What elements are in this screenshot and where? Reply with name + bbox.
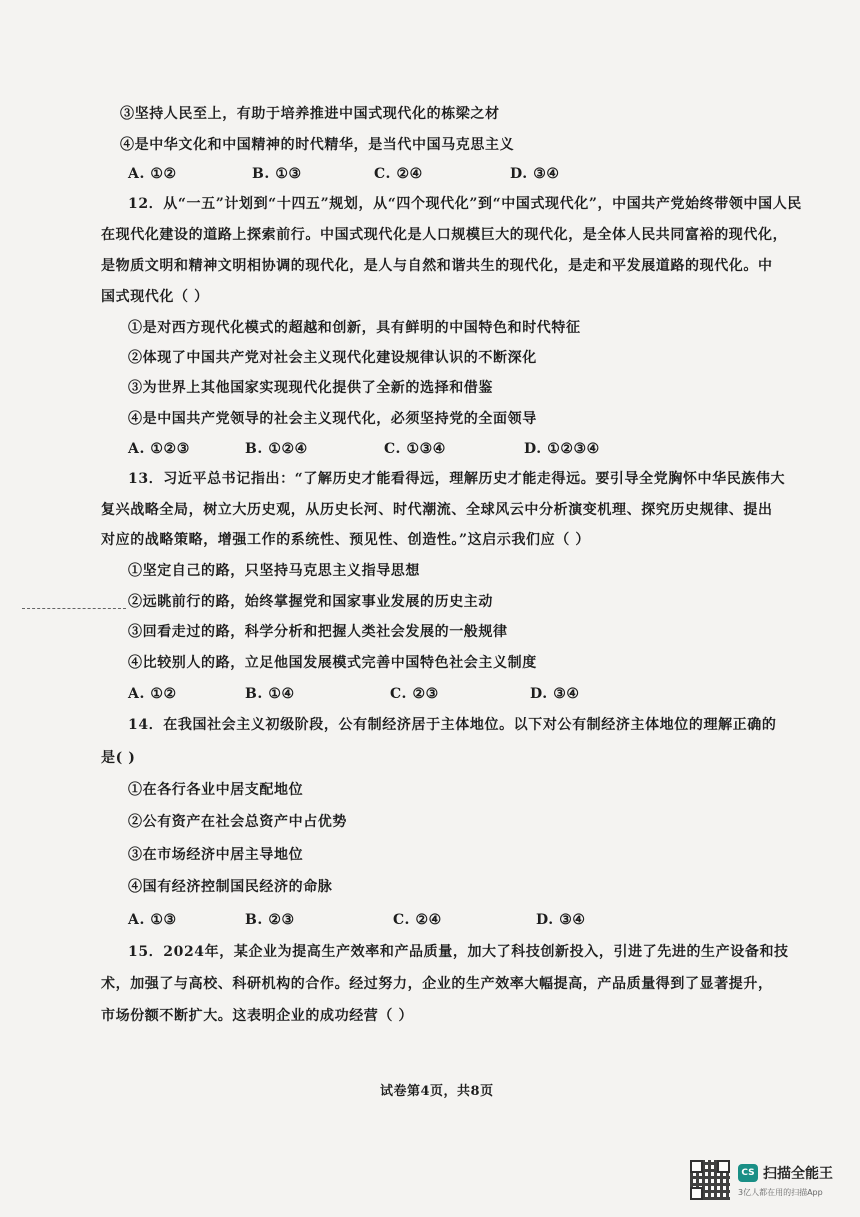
option-statement: ③在市场经济中居主导地位	[128, 847, 304, 863]
answer-option-d[interactable]: D. ③④	[536, 912, 586, 928]
answer-option-b[interactable]: B. ①②④	[245, 441, 308, 457]
option-statement: ③为世界上其他国家实现现代化提供了全新的选择和借鉴	[128, 380, 493, 396]
answer-option-b[interactable]: B. ①④	[245, 686, 295, 702]
answer-option-a[interactable]: A. ①②	[128, 686, 177, 702]
scanner-brand-name: 扫描全能王	[763, 1166, 833, 1182]
answer-option-d[interactable]: D. ①②③④	[524, 441, 600, 457]
question-14-text: 14．在我国社会主义初级阶段，公有制经济居于主体地位。以下对公有制经济主体地位的理解正确的	[128, 717, 777, 733]
option-statement: ③坚持人民至上，有助于培养推进中国式现代化的栋梁之材	[120, 106, 500, 122]
option-statement: ②体现了中国共产党对社会主义现代化建设规律认识的不断深化	[128, 350, 537, 366]
answer-option-c[interactable]: C. ②④	[393, 912, 442, 928]
scanner-watermark	[690, 1160, 850, 1206]
answer-option-a[interactable]: A. ①③	[128, 912, 177, 928]
answer-option-a[interactable]: A. ①②③	[128, 441, 190, 457]
question-14-text: 是( )	[101, 750, 136, 766]
answer-option-c[interactable]: C. ②③	[390, 686, 439, 702]
question-15-text: 术，加强了与高校、科研机构的合作。经过努力，企业的生产效率大幅提高，产品质量得到了显著提升，	[101, 976, 773, 992]
option-statement: ①在各行各业中居支配地位	[128, 782, 304, 798]
option-statement: ④比较别人的路，立足他国发展模式完善中国特色社会主义制度	[128, 655, 537, 671]
qr-code-icon	[690, 1160, 730, 1200]
answer-option-b[interactable]: B. ②③	[245, 912, 295, 928]
question-12-text: 12．从“一五”计划到“十四五”规划，从“四个现代化”到“中国式现代化”，中国共产党始终带领中国人民	[128, 196, 802, 212]
question-13-text: 复兴战略全局，树立大历史观，从历史长河、时代潮流、全球风云中分析演变机理、探究历史规律、提出	[101, 502, 773, 518]
answer-option-b[interactable]: B. ①③	[252, 166, 302, 182]
option-statement: ③回看走过的路，科学分析和把握人类社会发展的一般规律	[128, 624, 508, 640]
option-statement: ②远眺前行的路，始终掌握党和国家事业发展的历史主动	[128, 594, 493, 610]
question-12-text: 国式现代化（ ）	[101, 289, 209, 305]
question-13-text: 13．习近平总书记指出：“了解历史才能看得远，理解历史才能走得远。要引导全党胸怀中华民族伟大	[128, 471, 786, 487]
option-statement: ①坚定自己的路，只坚持马克思主义指导思想	[128, 563, 420, 579]
question-13-text: 对应的战略策略，增强工作的系统性、预见性、创造性。”这启示我们应（ ）	[101, 532, 590, 548]
option-statement: ④国有经济控制国民经济的命脉	[128, 879, 333, 895]
scan-mark-divider	[22, 608, 126, 609]
question-15-text: 15．2024年，某企业为提高生产效率和产品质量，加大了科技创新投入，引进了先进的生产设备和技	[128, 944, 789, 960]
answer-option-a[interactable]: A. ①②	[128, 166, 177, 182]
question-15-text: 市场份额不断扩大。这表明企业的成功经营（ ）	[101, 1008, 414, 1024]
page-footer: 试卷第4页，共8页	[380, 1084, 494, 1099]
option-statement: ④是中华文化和中国精神的时代精华，是当代中国马克思主义	[120, 137, 515, 153]
scanner-tagline: 3亿人都在用的扫描App	[738, 1188, 823, 1197]
option-statement: ④是中国共产党领导的社会主义现代化，必须坚持党的全面领导	[128, 411, 537, 427]
question-12-text: 在现代化建设的道路上探索前行。中国式现代化是人口规模巨大的现代化，是全体人民共同富裕的现代化，	[101, 227, 788, 243]
answer-option-c[interactable]: C. ②④	[374, 166, 423, 182]
answer-option-d[interactable]: D. ③④	[510, 166, 560, 182]
camscanner-logo-icon: CS	[738, 1164, 758, 1182]
option-statement: ①是对西方现代化模式的超越和创新，具有鲜明的中国特色和时代特征	[128, 320, 581, 336]
question-12-text: 是物质文明和精神文明相协调的现代化，是人与自然和谐共生的现代化，是走和平发展道路的现代化。中	[101, 258, 773, 274]
option-statement: ②公有资产在社会总资产中占优势	[128, 814, 347, 830]
answer-option-c[interactable]: C. ①③④	[384, 441, 446, 457]
answer-option-d[interactable]: D. ③④	[530, 686, 580, 702]
